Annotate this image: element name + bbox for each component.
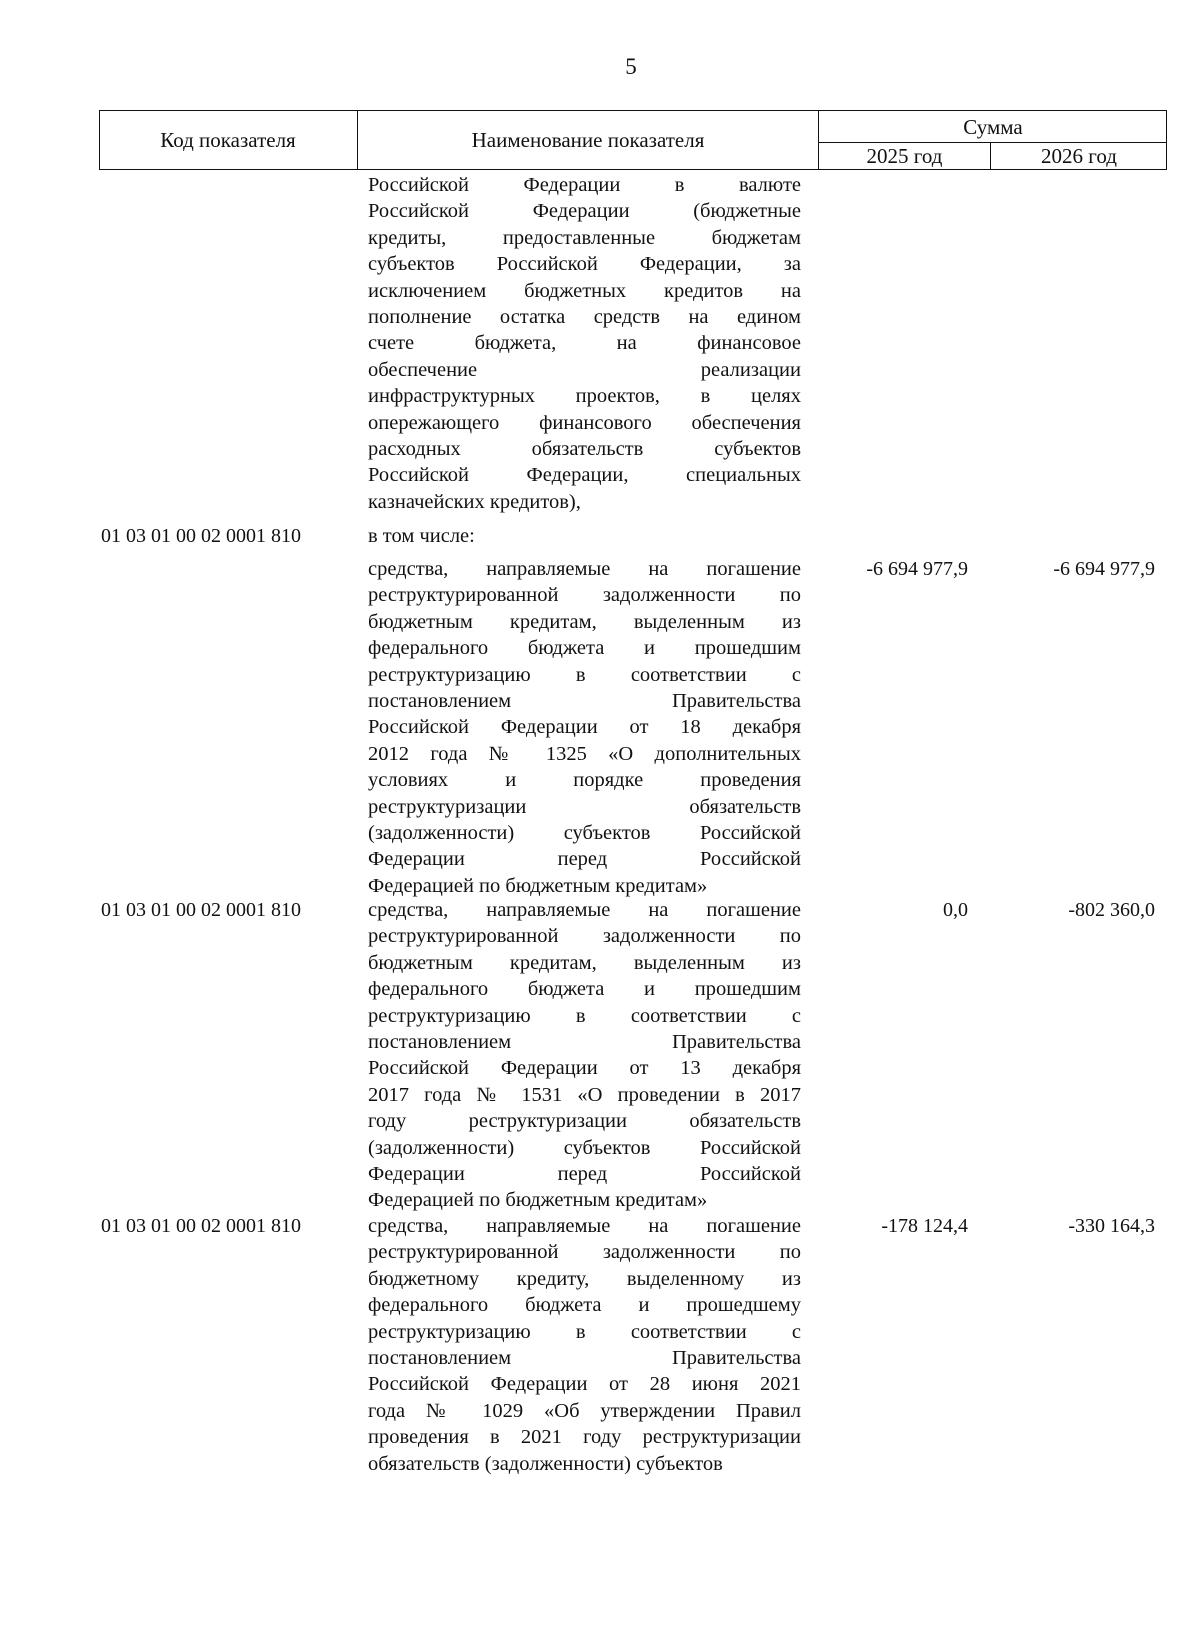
indicator-name-line: реструктуризацию в соответствии с bbox=[368, 1004, 801, 1027]
indicator-name bbox=[368, 1213, 801, 1477]
indicator-name-line: постановлением Правительства bbox=[368, 1347, 801, 1370]
indicator-name-line: исключением бюджетных кредитов на bbox=[368, 279, 801, 302]
amount-2026: -6 694 977,9 bbox=[1053, 558, 1155, 580]
amount-2025: -178 124,4 bbox=[881, 1215, 968, 1237]
indicator-name-line: бюджетным кредитам, выделенным из bbox=[368, 610, 801, 633]
indicator-name-line: реструктурированной задолженности по bbox=[368, 1241, 801, 1264]
indicator-name-line: (задолженности) субъектов Российской bbox=[368, 1136, 801, 1159]
indicator-name-line: 2017 года № 1531 «О проведении в 2017 bbox=[368, 1083, 801, 1106]
header-year-2025: 2025 год bbox=[866, 144, 943, 168]
indicator-name-line: году реструктуризации обязательств bbox=[368, 1110, 801, 1133]
indicator-name-line: Российской Федерации (бюджетные bbox=[368, 200, 801, 223]
indicator-name-line: 2012 года № 1325 «О дополнительных bbox=[368, 742, 801, 765]
indicator-name-line: Федерации перед Российской bbox=[368, 1163, 801, 1186]
indicator-code: 01 03 01 00 02 0001 810 bbox=[101, 525, 301, 547]
indicator-name-line: Российской Федерации от 13 декабря bbox=[368, 1057, 801, 1080]
indicator-name-line: постановлением Правительства bbox=[368, 690, 801, 713]
indicator-name-line: бюджетному кредиту, выделенному из bbox=[368, 1267, 801, 1290]
indicator-name bbox=[368, 897, 801, 1214]
indicator-name-line: средства, направляемые на погашение bbox=[368, 899, 801, 921]
indicator-name-line: условиях и порядке проведения bbox=[368, 769, 801, 792]
indicator-name-line: Федерации перед Российской bbox=[368, 848, 801, 871]
indicator-name-line: расходных обязательств субъектов bbox=[368, 438, 801, 461]
indicator-name-line: обязательств (задолженности) субъектов bbox=[368, 1452, 723, 1475]
indicator-name-line: средства, направляемые на погашение bbox=[368, 1215, 801, 1237]
indicator-name-line: федерального бюджета и прошедшему bbox=[368, 1294, 801, 1317]
indicator-name-line: Федерацией по бюджетным кредитам» bbox=[368, 1189, 708, 1212]
indicator-name-line: реструктуризации обязательств bbox=[368, 795, 801, 818]
indicator-name-line: Российской Федерации, специальных bbox=[368, 464, 801, 487]
amount-2025: -6 694 977,9 bbox=[866, 558, 968, 580]
indicator-name bbox=[368, 556, 801, 899]
indicator-name-line: субъектов Российской Федерации, за bbox=[368, 253, 801, 276]
header-name: Наименование показателя bbox=[471, 127, 705, 152]
indicator-name-line: реструктуризацию в соответствии с bbox=[368, 1320, 801, 1343]
indicator-name-line: в том числе: bbox=[368, 525, 475, 547]
indicator-code: 01 03 01 00 02 0001 810 bbox=[101, 1215, 301, 1237]
indicator-name bbox=[368, 172, 801, 515]
indicator-name-line: Российской Федерации от 18 декабря bbox=[368, 716, 801, 739]
header-code: Код показателя bbox=[160, 127, 296, 152]
indicator-name-line: Российской Федерации от 28 июня 2021 bbox=[368, 1373, 801, 1396]
page-number: 5 bbox=[625, 54, 637, 79]
header-year-2026: 2026 год bbox=[1041, 144, 1117, 168]
indicator-name-line: (задолженности) субъектов Российской bbox=[368, 822, 801, 845]
amount-2025: 0,0 bbox=[943, 899, 968, 921]
indicator-name-line: Российской Федерации в валюте bbox=[368, 174, 801, 196]
indicator-name-line: реструктурированной задолженности по bbox=[368, 925, 801, 948]
indicator-name-line: казначейских кредитов), bbox=[368, 490, 581, 513]
indicator-name-line: федерального бюджета и прошедшим bbox=[368, 637, 801, 660]
indicator-name-line: федерального бюджета и прошедшим bbox=[368, 978, 801, 1001]
indicator-name-line: опережающего финансового обеспечения bbox=[368, 411, 801, 434]
header-sum: Сумма bbox=[963, 114, 1023, 139]
indicator-name-line: проведения в 2021 году реструктуризации bbox=[368, 1426, 801, 1449]
indicator-name bbox=[368, 523, 801, 549]
amount-2026: -802 360,0 bbox=[1068, 899, 1155, 921]
indicator-name-line: счете бюджета, на финансовое bbox=[368, 332, 801, 355]
indicator-name-line: инфраструктурных проектов, в целях bbox=[368, 385, 801, 408]
indicator-name-line: пополнение остатка средств на едином bbox=[368, 306, 801, 329]
indicator-name-line: обеспечение реализации bbox=[368, 358, 801, 381]
indicator-name-line: средства, направляемые на погашение bbox=[368, 558, 801, 580]
indicator-name-line: кредиты, предоставленные бюджетам bbox=[368, 226, 801, 249]
indicator-name-line: года № 1029 «Об утверждении Правил bbox=[368, 1399, 801, 1422]
indicator-name-line: реструктурированной задолженности по bbox=[368, 584, 801, 607]
indicator-name-line: Федерацией по бюджетным кредитам» bbox=[368, 874, 708, 897]
indicator-name-line: бюджетным кредитам, выделенным из bbox=[368, 951, 801, 974]
indicator-name-line: постановлением Правительства bbox=[368, 1031, 801, 1054]
indicator-name-line: реструктуризацию в соответствии с bbox=[368, 663, 801, 686]
amount-2026: -330 164,3 bbox=[1068, 1215, 1155, 1237]
indicator-code: 01 03 01 00 02 0001 810 bbox=[101, 899, 301, 921]
